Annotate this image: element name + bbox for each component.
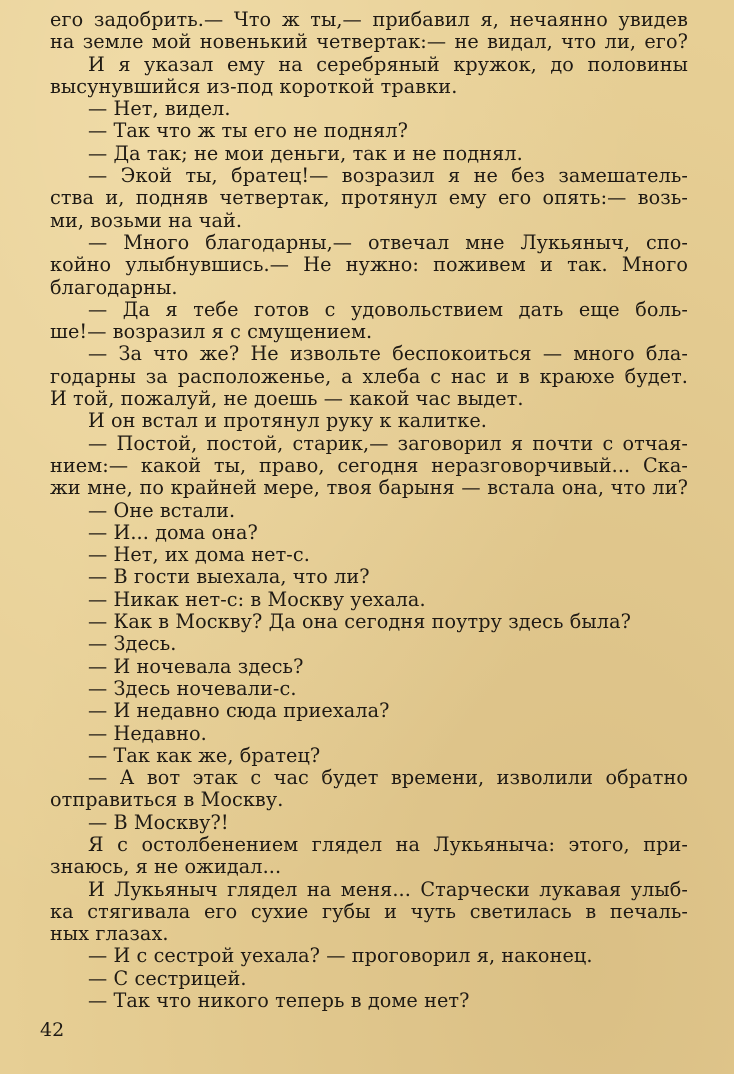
text-line: — Никак нет-с: в Москву уехала. [88, 587, 426, 611]
text-line: И той, пожалуй, не доешь — какой час выдет. [50, 387, 524, 411]
text-line: — Здесь ночевали-с. [88, 676, 297, 700]
text-line: — В Москву?! [88, 810, 229, 834]
text-line: И он встал и протянул руку к калитке. [88, 409, 487, 433]
text-line: — Много благодарны,— отвечал мне Лукьяныч, спо- [88, 230, 688, 254]
text-line: И Лукьяныч глядел на меня... Старчески лукавая улыб- [88, 877, 688, 901]
text-line: — Здесь. [88, 632, 177, 656]
text-line: — Так что никого теперь в доме нет? [88, 989, 470, 1013]
text-line: — Постой, постой, старик,— заговорил я почти с отчая- [88, 431, 688, 455]
text-line: — Оне встали. [88, 498, 236, 522]
text-line: нием:— какой ты, право, сегодня неразговорчивый... Ска- [50, 453, 688, 477]
text-line: — И недавно сюда приехала? [88, 699, 390, 723]
text-line: ных глазах. [50, 922, 169, 946]
text-line: — Нет, видел. [88, 97, 231, 121]
text-line: — Так как же, братец? [88, 743, 321, 767]
text-line: — Так что ж ты его не поднял? [88, 119, 409, 143]
text-line: ства и, подняв четвертак, протянул ему его опять:— возь- [50, 186, 688, 210]
text-line: — И с сестрой уехала? — проговорил я, наконец. [88, 944, 593, 968]
text-line: — Экой ты, братец!— возразил я не без замешатель- [88, 164, 688, 188]
text-line: жи мне, по крайней мере, твоя барыня — встала она, что ли? [50, 476, 688, 500]
text-line: на земле мой новенький четвертак:— не видал, что ли, его? [50, 30, 688, 54]
text-line: — Да я тебе готов с удовольствием дать еще боль- [88, 297, 688, 321]
text-line: — В гости выехала, что ли? [88, 565, 370, 589]
text-line: — С сестрицей. [88, 966, 247, 990]
text-line: — Да так; не мои деньги, так и не поднял. [88, 141, 523, 165]
text-line: знаюсь, я не ожидал... [50, 855, 282, 879]
page-number: 42 [40, 1019, 65, 1041]
text-line: — Нет, их дома нет-с. [88, 543, 310, 567]
text-line: — И... дома она? [88, 520, 258, 544]
text-line: ше!— возразил я с смущением. [50, 320, 373, 344]
text-line: — За что же? Не извольте беспокоиться — много бла- [88, 342, 688, 366]
text-line: — Недавно. [88, 721, 207, 745]
text-line: отправиться в Москву. [50, 788, 284, 812]
text-line: койно улыбнувшись.— Не нужно: поживем и так. Много [50, 253, 688, 277]
text-line: — И ночевала здесь? [88, 654, 304, 678]
text-line: — А вот этак с час будет времени, изволили обратно [88, 766, 688, 790]
text-line: его задобрить.— Что ж ты,— прибавил я, нечаянно увидев [50, 8, 688, 31]
text-line: — Как в Москву? Да она сегодня поутру здесь была? [88, 610, 631, 634]
text-line: ка стягивала его сухие губы и чуть светилась в печаль- [50, 899, 688, 923]
text-line: годарны за расположенье, а хлеба с нас и в краюхе будет. [50, 364, 688, 388]
text-line: ми, возьми на чай. [50, 208, 243, 232]
text-line: И я указал ему на серебряный кружок, до половины [88, 52, 688, 76]
page-text [50, 9, 688, 1012]
text-line: благодарны. [50, 275, 178, 299]
text-line: Я с остолбенением глядел на Лукьяныча: этого, при- [88, 832, 688, 856]
text-line: высунувшийся из-под короткой травки. [50, 74, 458, 98]
